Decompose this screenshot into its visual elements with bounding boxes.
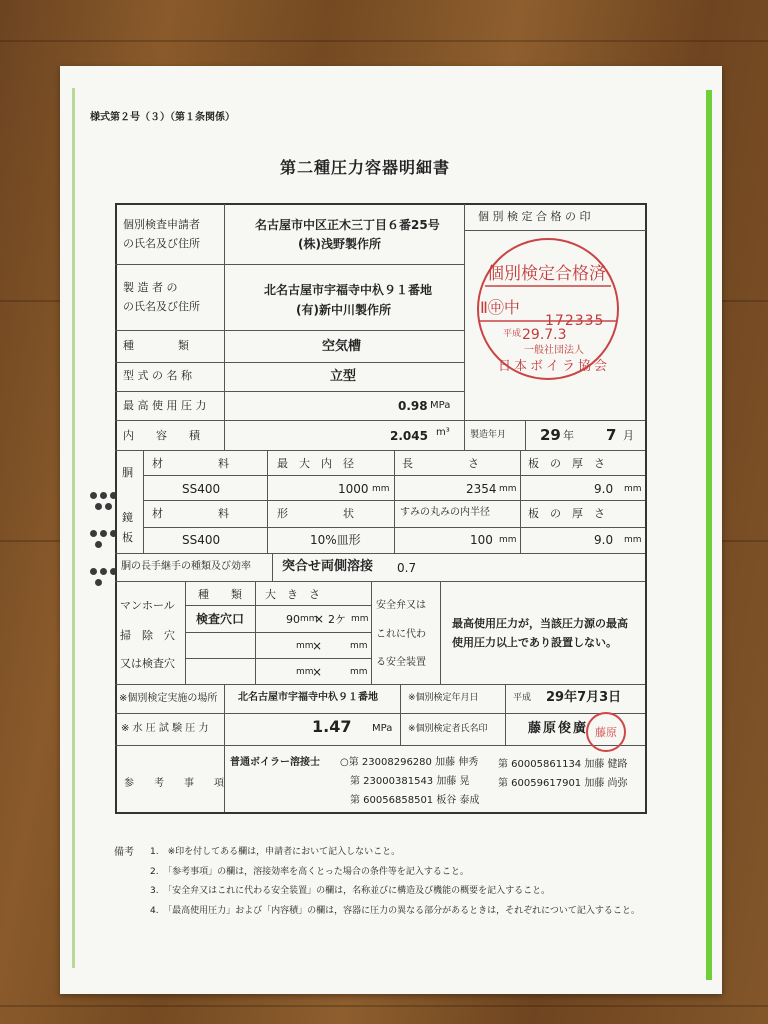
manhole-row1-kind: 検査穴口 [196,612,245,626]
binder-hole [95,541,102,548]
head-material-header: 材 料 [152,507,229,520]
reference-welder: 第 23000381543 加藤 晃 [350,776,470,787]
weld-efficiency: 0.7 [397,561,417,575]
note-item: 4. 「最高使用圧力」および「内容積」の欄は，容器に圧力の異なる部分があるときは，それぞれについて記入すること。 [150,906,640,916]
manufacturer-label-2: の氏名及び住所 [123,300,200,313]
reference-welder: 第 60005861134 加藤 健路 [498,759,628,770]
mfg-date-label: 製造年月 [470,430,507,440]
inspection-place-value: 北名古屋市宇福寺中杁９１番地 [238,692,378,703]
times-sign: × [312,639,323,653]
stamp-era: 平成 [503,329,522,339]
mm-unit: mm [350,667,368,677]
head-side-label-1: 鏡 [122,511,133,524]
body-side-label: 胴 [122,466,133,479]
inspection-stamp-label: 個 別 検 定 合 格 の 印 [478,210,591,223]
inspection-place-label: ※個別検定実施の場所 [119,693,218,704]
safety-label-2: これに代わ [376,629,426,640]
note-item: 1. ※印を付してある欄は，申請者において記入しないこと。 [150,847,401,857]
form-number: 様式第２号（３）（第１条関係） [90,112,235,123]
head-radius-header: すみの丸みの内半径 [400,507,490,518]
mm-unit: mm [296,667,314,677]
reference-title: 普通ボイラー溶接士 [230,757,320,768]
binder-hole [90,530,97,537]
reference-welder: ○第 23008296280 加藤 伸秀 [340,757,479,768]
applicant-address: 名古屋市中区正木三丁目６番25号 [255,218,440,232]
kind-value: 空気槽 [322,339,362,354]
head-radius-unit: mm [499,535,517,545]
body-length-header: 長 さ [402,457,479,470]
binder-hole [100,568,107,575]
body-inner-dia-unit: mm [372,484,390,494]
weld-type: 突合せ両側溶接 [282,559,374,574]
manufacturer-address: 北名古屋市宇福寺中杁９１番地 [264,283,433,297]
reference-welder: 第 60056858501 板谷 泰成 [350,795,480,806]
mm-unit: mm [350,641,368,651]
reference-label: 参 考 事 項 [124,778,224,789]
stamp-bottom: 日本ボイラ協会 [498,359,611,374]
applicant-label-1: 個別検査申請者 [123,218,200,231]
month-unit: 月 [623,429,634,442]
body-thickness: 9.0 [594,482,614,496]
binder-hole [100,530,107,537]
safety-text-1: 最高使用圧力が，当該圧力源の最高 [452,617,628,630]
green-edge [706,90,712,980]
model-label: 型 式 の 名 称 [123,369,192,382]
model-value: 立型 [330,369,357,384]
binder-hole [105,503,112,510]
max-pressure-label: 最 高 使 用 圧 力 [123,399,207,412]
binder-hole [90,568,97,575]
inspector-name: 藤原俊廣 [528,721,589,736]
head-thickness: 9.0 [594,533,614,547]
kind-label: 種 類 [123,339,189,352]
capacity-label: 内 容 積 [123,429,200,442]
inspector-seal: 藤原 [586,712,626,752]
head-side-label-2: 板 [122,531,133,544]
inspection-era: 平成 [513,693,532,703]
inspection-date-label: ※個別検定年月日 [408,693,479,703]
binder-hole [95,503,102,510]
manhole-kind-header: 種 類 [198,588,242,601]
body-length: 2354 [466,482,497,496]
binding-edge [72,88,75,968]
note-item: 2. 「参考事項」の欄は，溶接効率を高くとった場合の条件等を記入すること。 [150,867,469,877]
capacity-value: 2.045 [390,429,428,443]
year-unit: 年 [563,429,574,442]
body-thickness-header: 板 の 厚 さ [528,457,605,470]
times-sign: × [314,612,325,626]
reference-welder: 第 60059617901 加藤 尚弥 [498,778,628,789]
times-sign: × [312,665,323,679]
body-material: SS400 [182,482,221,496]
head-radius: 100 [470,533,493,547]
body-inner-dia-header: 最 大 内 径 [277,457,354,470]
binder-hole [95,579,102,586]
head-thickness-header: 板 の 厚 さ [528,507,605,520]
hydro-test-unit: MPa [372,723,393,734]
safety-label-3: る安全装置 [376,657,426,668]
mm-unit: mm [296,641,314,651]
head-shape: 10%皿形 [310,533,361,547]
manhole-label-1: マンホール [120,599,175,612]
applicant-name: (株)浅野製作所 [298,237,381,251]
body-material-header: 材 料 [152,457,229,470]
manufacturer-label-1: 製 造 者 の [123,281,178,294]
head-material: SS400 [182,533,221,547]
max-pressure-unit: MPa [430,400,451,411]
body-length-unit: mm [499,484,517,494]
manhole-row1-size-b: 2ケ [328,613,346,626]
document-title: 第二種圧力容器明細書 [280,158,451,177]
inspector-label: ※個別検定者氏名印 [408,724,488,734]
head-shape-header: 形 状 [277,507,354,520]
mfg-month: 7 [606,426,617,444]
applicant-label-2: の氏名及び住所 [123,237,200,250]
manhole-label-3: 又は検査穴 [120,657,175,670]
mfg-year: 29 [540,426,561,444]
capacity-unit: m³ [436,427,450,438]
body-inner-dia: 1000 [338,482,369,496]
hydro-test-label: ※ 水 圧 試 験 圧 力 [121,723,209,734]
manhole-size-header: 大 き さ [265,588,320,601]
safety-text-2: 使用圧力以上であり設置しない。 [452,636,617,649]
mm-unit: mm [300,614,318,624]
manufacturer-name: (有)新中川製作所 [296,303,391,317]
max-pressure-value: 0.98 [398,399,428,413]
weld-label: 胴の長手継手の種類及び効率 [121,561,251,572]
note-item: 3. 「安全弁又はこれに代わる安全装置」の欄は，名称並びに構造及び機能の概要を記入すること。 [150,886,551,896]
stamp-date: 29.7.3 [522,327,567,343]
stamp-number: 172335 [545,313,605,329]
manhole-label-2: 掃 除 穴 [120,629,175,642]
stamp-title: 個別検定合格済 [487,264,606,284]
hydro-test-value: 1.47 [312,717,352,736]
safety-label-1: 安全弁又は [376,600,426,611]
stamp-code: Ⅱ㊥中 [480,298,520,317]
binder-hole [90,492,97,499]
mm-unit: mm [351,614,369,624]
inspection-date: 29年7月3日 [546,690,622,705]
head-thickness-unit: mm [624,535,642,545]
binder-hole [100,492,107,499]
body-thickness-unit: mm [624,484,642,494]
manhole-row1-size-a: 90 [286,613,300,626]
stamp-org: 一般社団法人 [524,345,584,356]
notes-label: 備考 [114,847,134,858]
